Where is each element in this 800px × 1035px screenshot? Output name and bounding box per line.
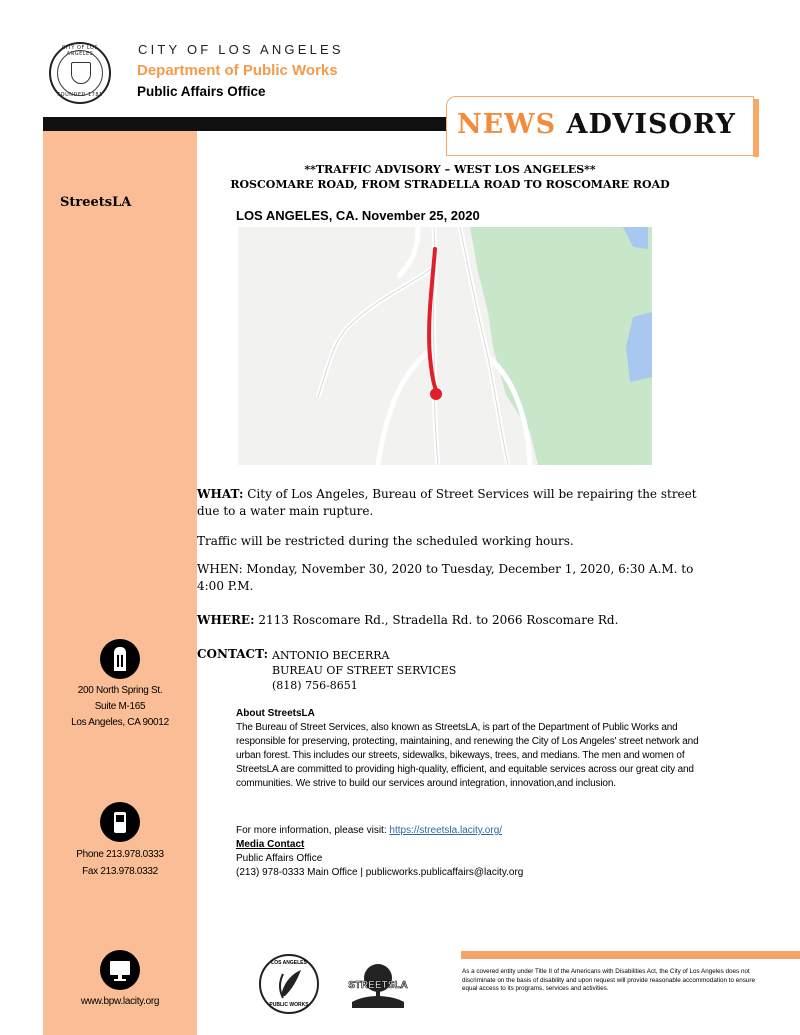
route-map xyxy=(238,227,652,465)
header-divider xyxy=(43,117,451,131)
when-line: WHEN: Monday, November 30, 2020 to Tuesday, December 1, 2020, 6:30 A.M. to xyxy=(197,562,694,576)
monitor-icon xyxy=(100,950,140,990)
when-line: 4:00 P.M. xyxy=(197,579,254,593)
headline-primary: **TRAFFIC ADVISORY – WEST LOS ANGELES** xyxy=(304,163,596,176)
traffic-note: Traffic will be restricted during the scheduled working hours. xyxy=(197,534,574,548)
what-text: City of Los Angeles, Bureau of Street Services will be repairing the street xyxy=(243,487,697,501)
streetsla-logo xyxy=(346,962,410,1008)
advisory-word: ADVISORY xyxy=(566,109,736,140)
when-paragraph xyxy=(197,561,717,595)
phone-number: Phone 213.978.0333 xyxy=(76,849,164,860)
what-label: WHAT: xyxy=(197,487,244,501)
fax-number: Fax 213.978.0332 xyxy=(82,866,158,877)
city-hall-icon xyxy=(100,639,140,679)
map-graphic xyxy=(238,227,652,465)
address-line: 200 North Spring St. xyxy=(77,685,163,696)
more-info-text: For more information, please visit: xyxy=(236,825,390,836)
department-name: Department of Public Works xyxy=(137,62,338,79)
address-line: Los Angeles, CA 90012 xyxy=(71,717,169,728)
streetsla-logo-text: STREETSLA xyxy=(348,980,408,991)
contact-phone: (818) 756-8651 xyxy=(272,679,358,692)
about-heading: About StreetsLA xyxy=(236,708,315,719)
streetsla-link[interactable]: https://streetsla.lacity.org/ xyxy=(389,825,503,836)
what-text-continued: due to a water main rupture. xyxy=(197,504,374,518)
contact-name: ANTONIO BECERRA xyxy=(272,649,390,662)
what-paragraph xyxy=(197,486,717,520)
seal-top-text: CITY OF LOS ANGELES xyxy=(61,45,99,57)
news-word: NEWS xyxy=(457,109,557,140)
contact-label: CONTACT: xyxy=(197,647,269,661)
where-text: 2113 Roscomare Rd., Stradella Rd. to 2066 Roscomare Rd. xyxy=(254,613,619,627)
footer-accent-bar xyxy=(461,951,800,959)
address-line: Suite M-165 xyxy=(94,701,146,712)
logo-bottom-text: PUBLIC WORKS xyxy=(269,1002,309,1008)
phone-icon xyxy=(100,802,140,842)
headline-secondary: ROSCOMARE ROAD, FROM STRADELLA ROAD TO ROSCOMARE ROAD xyxy=(230,178,670,191)
news-advisory-banner xyxy=(446,96,754,156)
city-seal-logo xyxy=(49,42,111,104)
logo-top-text: LOS ANGELES xyxy=(271,960,307,966)
public-works-logo xyxy=(259,954,319,1014)
ada-disclaimer: As a covered entity under Title II of the Americans with Disabilities Act, the City of Los Angeles does not discriminate on the basis of disability and upon request will provide reasonable accommodation to ensure equal access to its programs, services and activities. xyxy=(462,968,755,992)
contact-details xyxy=(272,648,456,693)
media-contact-heading: Media Contact xyxy=(236,839,305,850)
contact-org: BUREAU OF STREET SERVICES xyxy=(272,664,457,677)
where-paragraph xyxy=(197,612,717,629)
media-contact-line: (213) 978-0333 Main Office | publicworks.publicaffairs@lacity.org xyxy=(236,867,524,878)
seal-inner-ring xyxy=(57,50,103,96)
dateline: LOS ANGELES, CA. November 25, 2020 xyxy=(236,208,480,223)
shield-icon xyxy=(71,62,91,84)
about-body: The Bureau of Street Services, also known as StreetsLA, is part of the Department of Public Works and responsible for preserving, protecting, maintaining, and renewing the City of Los Angeles' street network and urban forest. This includes our streets, sidewalks, bikeways, trees, and medians. The men and women of StreetsLA are committed to providing high-quality, efficient, and equitable services across our great city and communities. We strive to build our services around integration, innovation,and inclusion. xyxy=(236,722,699,789)
where-label: WHERE: xyxy=(197,613,255,627)
city-name: CITY OF LOS ANGELES xyxy=(138,42,344,57)
media-office: Public Affairs Office xyxy=(236,853,323,864)
seal-bottom-text: FOUNDED 1781 xyxy=(57,92,103,98)
more-info-line xyxy=(236,824,716,838)
office-name: Public Affairs Office xyxy=(137,84,266,99)
sidebar xyxy=(43,131,197,1035)
sidebar-title: StreetsLA xyxy=(60,195,132,210)
website-link[interactable]: www.bpw.lacity.org xyxy=(80,996,160,1007)
